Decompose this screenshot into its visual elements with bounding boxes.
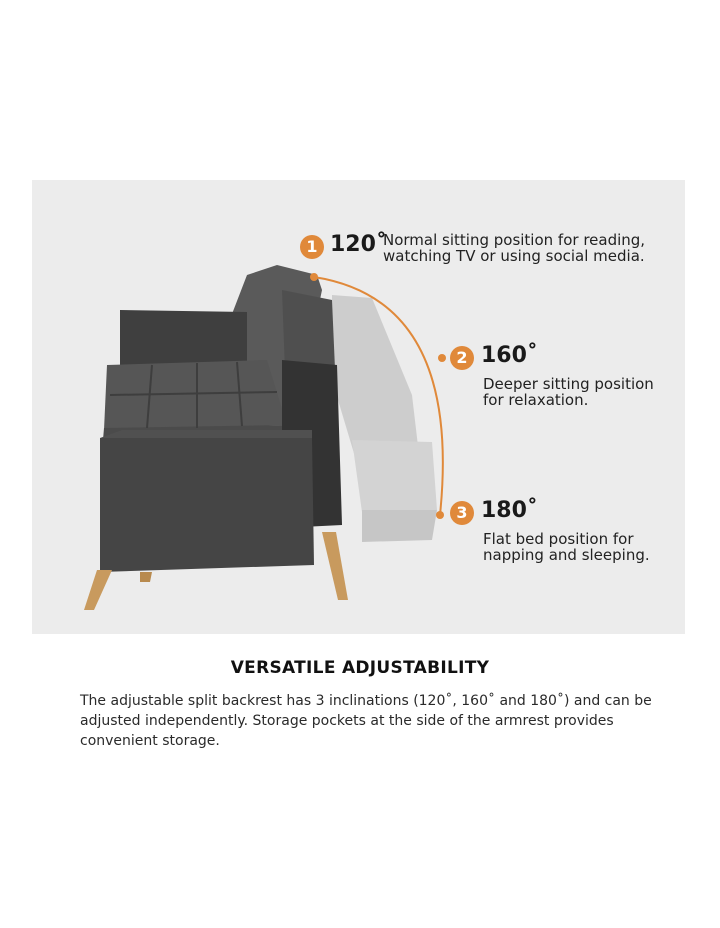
sofa-front-base <box>100 438 314 572</box>
sofa-left-arm-back <box>120 310 247 370</box>
step-3-desc-line-1: Flat bed position for <box>483 530 634 548</box>
step-3-desc-line-2: napping and sleeping. <box>483 546 650 564</box>
section-body-text: The adjustable split backrest has 3 inclinations (120˚, 160˚ and 180˚) and can be adjusted independently. Storage pockets at the side of the armrest provides convenient storage. <box>80 693 652 749</box>
step-1-angle: 120˚ <box>330 232 387 257</box>
arc-dot-3 <box>436 511 444 519</box>
arc-dot-2 <box>438 354 446 362</box>
step-3-angle: 180˚ <box>481 498 538 523</box>
step-3-number-badge: 3 <box>450 501 474 525</box>
section-heading: VERSATILE ADJUSTABILITY <box>230 658 490 678</box>
step-2-desc-line-2: for relaxation. <box>483 391 589 409</box>
step-1-desc-line-2: watching TV or using social media. <box>383 247 645 265</box>
arc-dot-1 <box>310 273 318 281</box>
ghost-backrest-positions <box>332 295 437 542</box>
step-1-desc-line-1: Normal sitting position for reading, <box>383 231 646 249</box>
step-1-number-badge: 1 <box>300 235 324 259</box>
step-2-angle: 160˚ <box>481 343 538 368</box>
step-2-desc-line-1: Deeper sitting position <box>483 375 654 393</box>
step-2-number-badge: 2 <box>450 346 474 370</box>
